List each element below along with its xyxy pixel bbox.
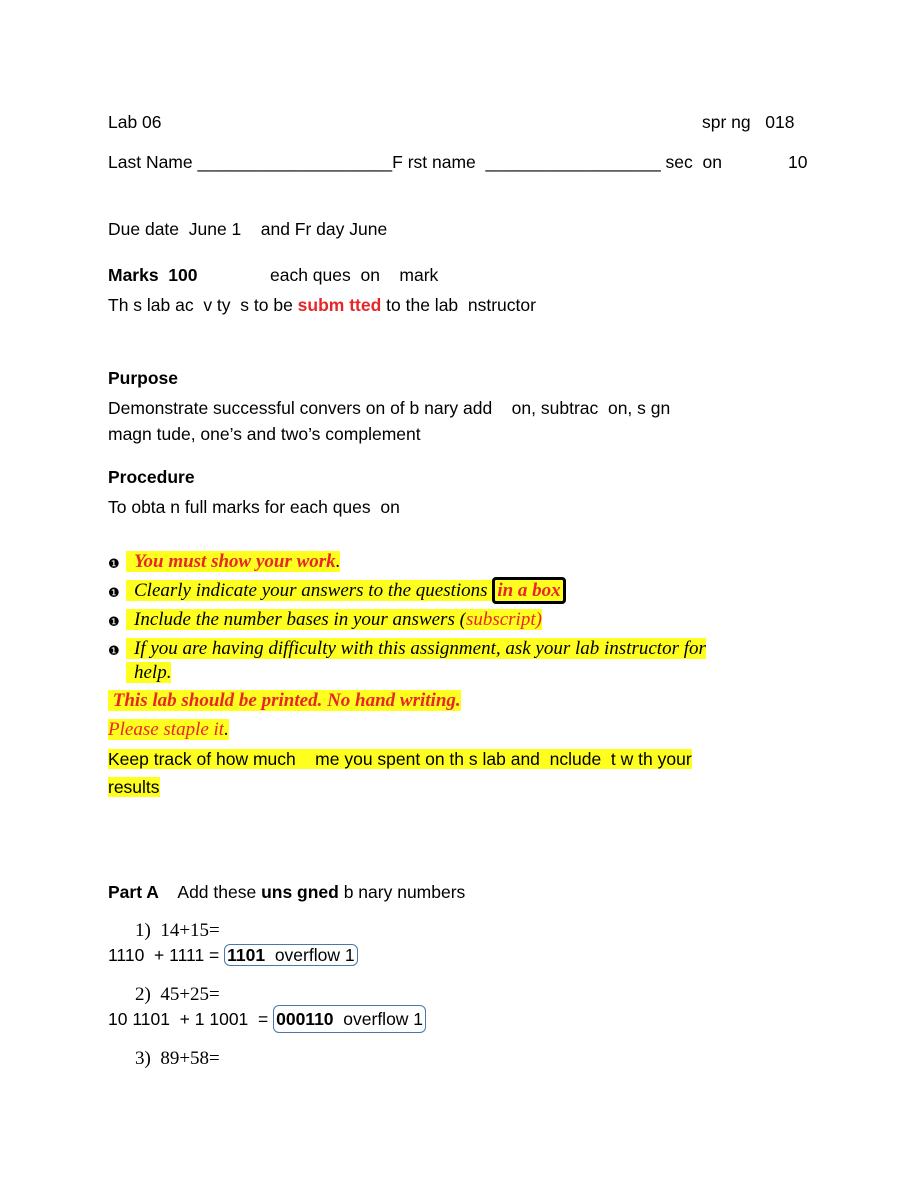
bullet-1-dot: .	[335, 551, 341, 572]
time-note-line-2: results	[108, 777, 160, 797]
submit-post: to the lab nstructor	[381, 295, 536, 315]
printed-note-text: This lab should be printed. No hand writing.	[108, 690, 461, 711]
submit-line	[108, 295, 536, 316]
name-line	[108, 152, 722, 173]
bullet-4-line-2: help.	[126, 662, 171, 683]
submit-red: subm tted	[297, 295, 382, 315]
lab-title: Lab 06	[108, 112, 162, 132]
bullet-icon: ❶	[108, 643, 120, 658]
part-a-bold: uns gned	[261, 882, 339, 902]
name-fields: Last Name ____________________F rst name __________________ sec on	[108, 152, 722, 172]
answer-1	[108, 945, 358, 966]
marks-detail: each ques on mark	[270, 265, 439, 285]
bullet-1	[126, 551, 340, 573]
answer-2	[108, 1009, 426, 1030]
answer-1-overflow: overflow 1	[265, 945, 355, 965]
purpose-heading: Purpose	[108, 368, 179, 388]
bullet-2-text: Clearly indicate your answers to the questions	[126, 580, 492, 601]
bullet-4-cont	[126, 662, 171, 684]
submit-pre: Th s lab ac v ty s to be	[108, 295, 298, 315]
answer-1-expr: 1110 + 1111 =	[108, 945, 225, 965]
bullet-icon: ❶	[108, 614, 120, 629]
answer-2-overflow: overflow 1	[333, 1009, 424, 1029]
time-note	[108, 749, 692, 770]
staple-note	[108, 719, 229, 741]
term-label: spr ng 018	[702, 112, 795, 132]
part-a-heading	[108, 882, 465, 903]
bullet-icon: ❶	[108, 556, 120, 571]
part-a-pre: Add these	[177, 882, 262, 902]
answer-2-result: 000110	[276, 1009, 334, 1029]
due-date: Due date June 1 and Fr day June	[108, 219, 388, 239]
question-3: 3) 89+58=	[135, 1048, 220, 1069]
marks-label: Marks 100	[108, 265, 198, 285]
time-note-line-1: Keep track of how much me you spent on th s lab and nclude t w th your	[108, 749, 692, 769]
printed-note	[108, 690, 461, 712]
bullet-2	[126, 580, 566, 602]
purpose-line-1: Demonstrate successful convers on of b nary add on, subtrac on, s gn	[108, 398, 671, 418]
bullet-4-line-1: If you are having difficulty with this assignment, ask your lab instructor for	[126, 638, 706, 659]
bullet-2-box: in a box	[492, 577, 565, 604]
answer-1-result: 1101	[227, 945, 266, 965]
answer-1-box	[224, 944, 357, 966]
answer-2-expr: 10 1101 + 1 1001 =	[108, 1009, 274, 1029]
staple-note-dot: .	[224, 719, 229, 740]
part-a-label: Part A	[108, 882, 159, 902]
purpose-line-2: magn tude, one’s and two’s complement	[108, 424, 421, 444]
staple-note-text: Please staple it	[108, 719, 225, 740]
question-2: 2) 45+25=	[135, 984, 220, 1005]
time-note-cont	[108, 777, 160, 798]
section-number: 10	[788, 152, 808, 172]
bullet-1-text: You must show your work	[126, 551, 336, 572]
procedure-heading: Procedure	[108, 467, 195, 487]
bullet-3-text: Include the number bases in your answers (	[126, 609, 466, 630]
answer-2-box	[273, 1005, 426, 1033]
question-1: 1) 14+15=	[135, 920, 220, 941]
bullet-3-sub: subscript)	[465, 609, 542, 630]
bullet-icon: ❶	[108, 585, 120, 600]
bullet-3	[126, 609, 542, 631]
bullet-4	[126, 638, 706, 660]
procedure-line: To obta n full marks for each ques on	[108, 497, 400, 517]
part-a-post: b nary numbers	[338, 882, 466, 902]
